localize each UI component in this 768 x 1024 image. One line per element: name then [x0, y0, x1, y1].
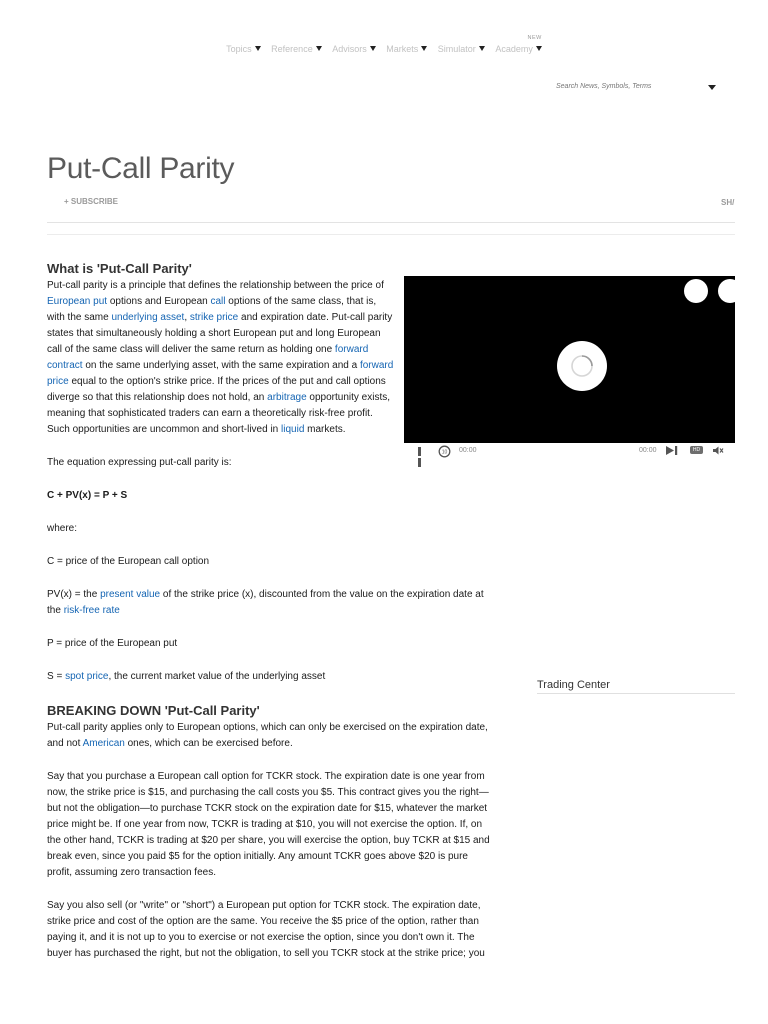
inline-link[interactable]: call — [210, 296, 226, 307]
video-overlay-button[interactable] — [718, 279, 735, 303]
equation: C + PV(x) = P + S — [47, 490, 128, 501]
video-controls — [404, 443, 735, 459]
definition-p: P = price of the European put — [47, 638, 178, 649]
caret-down-icon — [370, 46, 376, 51]
nav-item-academy[interactable]: NEW Academy — [495, 35, 542, 54]
trading-center-heading: Trading Center — [537, 679, 735, 694]
caret-down-icon — [255, 46, 261, 51]
breakdown-paragraph-2: Say that you purchase a European call option for TCKR stock. The expiration date is one year from now, the strike price is $15, and purchasing the call costs you $5. This contract gives you the right—but not the obligation—to purchase TCKR stock on the expiration date for $15, whatever the market price might be. If one year from now, TCKR is trading at $10, you will not exercise the option. If, on the other hand, TCKR is trading at $20 per share, you will exercise the option, buy TCKR at $15 and break even, since you paid $5 for the option initially. Any amount TCKR goes above $20 is pure profit, assuming zero transaction fees. — [47, 771, 490, 878]
caret-down-icon — [536, 46, 542, 51]
caret-down-icon[interactable] — [708, 85, 716, 90]
where-label: where: — [47, 523, 78, 534]
next-icon[interactable] — [666, 446, 678, 457]
subscribe-link[interactable]: + SUBSCRIBE — [64, 197, 119, 206]
search-placeholder: Search News, Symbols, Terms — [556, 83, 652, 90]
top-nav — [0, 35, 768, 54]
breakdown-paragraph-1: Put-call parity applies only to European options, which can only be exercised on the expiration date, and not American ones, which can be exercised before. — [47, 722, 488, 749]
volume-icon[interactable] — [713, 446, 724, 457]
inline-link[interactable]: forward price — [47, 360, 394, 387]
svg-text:10: 10 — [441, 449, 448, 456]
video-player[interactable] — [404, 276, 735, 443]
definition-s: S = spot price, the current market value of the underlying asset — [47, 671, 326, 682]
inline-link[interactable]: strike price — [189, 312, 239, 323]
inline-link[interactable]: European put — [47, 296, 108, 307]
rewind-10-icon[interactable] — [438, 445, 451, 460]
inline-link[interactable]: present value — [100, 589, 161, 600]
inline-link[interactable]: risk-free rate — [63, 605, 120, 616]
breakdown-paragraph-3: Say you also sell (or "write" or "short") a European put option for TCKR stock. The expiration date, strike price and cost of the option are the same. You receive the $5 price of the option, rather than paying it, and it is not up to you to exercise or not exercise the option, since you don't own it. The buyer has purchased the right, but not the obligation, to sell you TCKR stock at the strike price; you — [47, 900, 485, 959]
time-elapsed: 00:00 — [459, 447, 477, 454]
inline-link[interactable]: underlying asset — [111, 312, 185, 323]
caret-down-icon — [316, 46, 322, 51]
definition-pv: PV(x) = the present value of the strike price (x), discounted from the value on the expiration date at the risk-free rate — [47, 589, 484, 616]
page-title: Put-Call Parity — [47, 152, 235, 185]
pause-icon[interactable] — [418, 447, 426, 456]
section-heading: BREAKING DOWN 'Put-Call Parity' — [47, 703, 260, 718]
nav-item-simulator[interactable]: Simulator — [438, 44, 485, 54]
hd-button[interactable]: HD — [690, 446, 703, 454]
divider — [47, 234, 735, 235]
video-overlay-button[interactable] — [684, 279, 708, 303]
nav-item-reference[interactable]: Reference — [271, 44, 322, 54]
inline-link[interactable]: forward contract — [47, 344, 369, 371]
caret-down-icon — [479, 46, 485, 51]
divider — [47, 222, 735, 223]
nav-item-topics[interactable]: Topics — [226, 44, 261, 54]
intro-paragraph: Put-call parity is a principle that defines the relationship between the price of European put options and European call options of the same class, that is, with the same underlying asset, strike price and expiration date. Put-call parity states that simultaneously holding a short European put and long European call of the same class will deliver the same return as holding one forward contract on the same underlying asset, with the same expiration and a forward price equal to the option's strike price. If the prices of the put and call options diverge so that this relationship does not hold, an arbitrage opportunity exists, meaning that sophisticated traders can earn a theoretically risk-free profit. Such opportunities are uncommon and short-lived in liquid markets. — [47, 280, 394, 435]
time-total: 00:00 — [639, 447, 657, 454]
inline-link[interactable]: liquid — [281, 424, 305, 435]
inline-link[interactable]: spot price — [65, 671, 109, 682]
nav-item-advisors[interactable]: Advisors — [332, 44, 376, 54]
share-link[interactable]: SH/ — [721, 198, 735, 207]
new-badge: NEW — [527, 35, 542, 41]
equation-intro: The equation expressing put-call parity is: — [47, 457, 232, 468]
nav-item-markets[interactable]: Markets — [386, 44, 427, 54]
caret-down-icon — [421, 46, 427, 51]
definition-c: C = price of the European call option — [47, 556, 210, 567]
loading-spinner-icon — [557, 341, 607, 391]
inline-link[interactable]: American — [82, 738, 125, 749]
inline-link[interactable]: arbitrage — [267, 392, 307, 403]
section-heading: What is 'Put-Call Parity' — [47, 261, 192, 276]
search-input[interactable] — [556, 82, 718, 94]
